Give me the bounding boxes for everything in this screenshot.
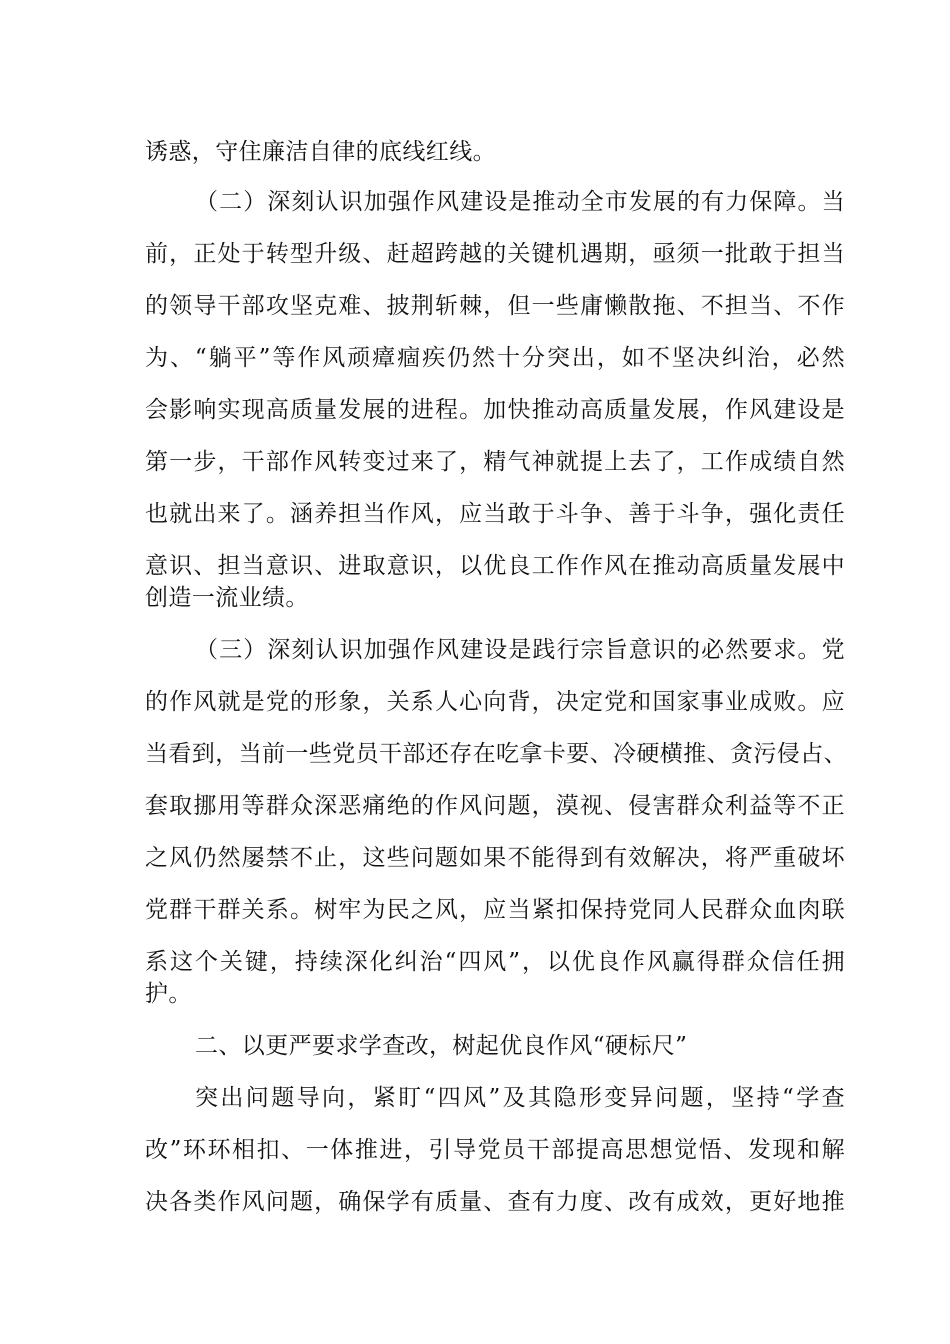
text-line-6: 会影响实现高质量发展的进程。加快推动高质量发展，作风建设是 bbox=[145, 397, 845, 423]
text-line-16: 党群干群关系。树牢为民之风，应当紧扣保持党同人民群众血肉联 bbox=[145, 897, 845, 923]
text-line-3: 前，正处于转型升级、赶超跨越的关键机遇期，亟须一批敢于担当 bbox=[145, 241, 845, 267]
text-line-20: 突出问题导向，紧盯“四风”及其隐形变异问题，坚持“学查 bbox=[195, 1085, 845, 1111]
text-line-22: 决各类作风问题，确保学有质量、查有力度、改有成效，更好地推 bbox=[145, 1189, 845, 1215]
chapter-2-heading: 二、以更严要求学查改，树起优良作风“硬标尺” bbox=[195, 1033, 688, 1059]
section-2-heading-line: （二）深刻认识加强作风建设是推动全市发展的有力保障。当 bbox=[195, 189, 845, 215]
text-line-4: 的领导干部攻坚克难、披荆斩棘，但一些庸懒散拖、不担当、不作 bbox=[145, 293, 845, 319]
text-line-5: 为、“躺平”等作风顽瘴痼疾仍然十分突出，如不坚决纠治，必然 bbox=[145, 345, 845, 371]
text-line-7: 第一步，干部作风转变过来了，精气神就提上去了，工作成绩自然 bbox=[145, 449, 845, 475]
text-line-10: 创造一流业绩。 bbox=[145, 585, 309, 611]
text-line-9: 意识、担当意识、进取意识，以优良工作作风在推动高质量发展中 bbox=[145, 553, 845, 579]
text-line-15: 之风仍然屡禁不止，这些问题如果不能得到有效解决，将严重破坏 bbox=[145, 845, 845, 871]
text-line-14: 套取挪用等群众深恶痛绝的作风问题，漠视、侵害群众利益等不正 bbox=[145, 793, 845, 819]
text-line-21: 改”环环相扣、一体推进，引导党员干部提高思想觉悟、发现和解 bbox=[145, 1137, 845, 1163]
text-line-1: 诱惑，守住廉洁自律的底线红线。 bbox=[145, 139, 496, 165]
text-line-18: 护。 bbox=[145, 981, 192, 1007]
text-line-12: 的作风就是党的形象，关系人心向背，决定党和国家事业成败。应 bbox=[145, 689, 845, 715]
text-line-17: 系这个关键，持续深化纠治“四风”，以优良作风赢得群众信任拥 bbox=[145, 949, 845, 975]
section-3-heading-line: （三）深刻认识加强作风建设是践行宗旨意识的必然要求。党 bbox=[195, 637, 845, 663]
text-line-8: 也就出来了。涵养担当作风，应当敢于斗争、善于斗争，强化责任 bbox=[145, 501, 845, 527]
text-line-13: 当看到，当前一些党员干部还存在吃拿卡要、冷硬横推、贪污侵占、 bbox=[145, 741, 847, 767]
